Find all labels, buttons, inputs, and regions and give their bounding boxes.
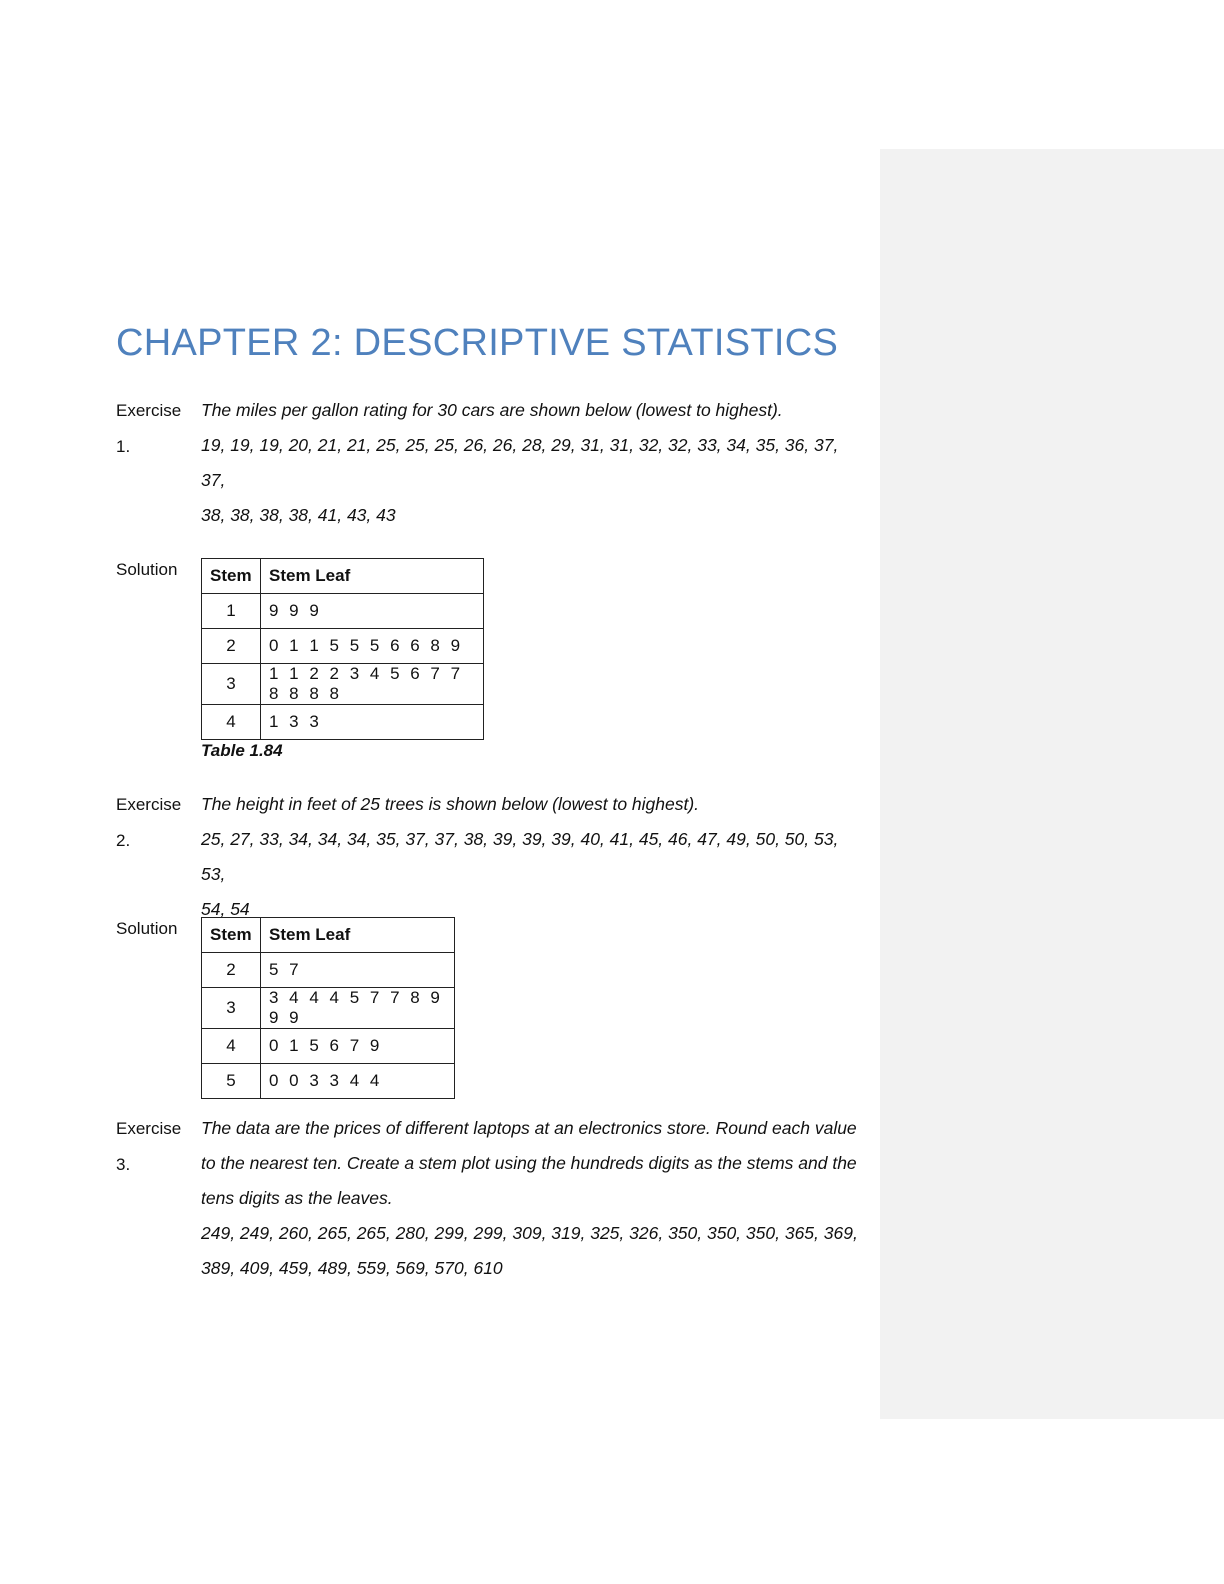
- leaf-cell: 0 1 1 5 5 5 6 6 8 9: [261, 629, 484, 664]
- chapter-title: CHAPTER 2: DESCRIPTIVE STATISTICS: [116, 322, 839, 364]
- table-row: [202, 1029, 455, 1064]
- exercise-1-data-line-1: 19, 19, 19, 20, 21, 21, 25, 25, 25, 26, 26, 28, 29, 31, 31, 32, 32, 33, 34, 35, 36, 37, 37,: [201, 435, 839, 490]
- exercise-3-data-line-1: 249, 249, 260, 265, 265, 280, 299, 299, 309, 319, 325, 326, 350, 350, 350, 365, 369,: [201, 1223, 858, 1243]
- leaf-header: Stem Leaf: [261, 559, 484, 594]
- leaf-cell: 0 0 3 3 4 4: [261, 1064, 455, 1099]
- leaf-cell: 3 4 4 4 5 7 7 8 9 9 9: [261, 988, 455, 1029]
- table-header-row: [202, 918, 455, 953]
- stem-leaf-table-2: [201, 917, 455, 1099]
- stem-header: Stem: [202, 918, 261, 953]
- exercise-2-prompt: The height in feet of 25 trees is shown below (lowest to highest).: [201, 794, 700, 814]
- exercise-2-label: Exercise: [116, 795, 182, 814]
- table-row: [202, 953, 455, 988]
- table-row: [202, 629, 484, 664]
- stem-cell: 3: [202, 988, 261, 1029]
- comment-margin: [880, 149, 1224, 1419]
- stem-cell: 1: [202, 594, 261, 629]
- exercise-3-prompt-line-1: The data are the prices of different laptops at an electronics store. Round each value: [201, 1118, 857, 1138]
- table-row: [202, 705, 484, 740]
- exercise-1-text: [201, 393, 866, 533]
- table-row: [202, 1064, 455, 1099]
- exercise-3-number: 3.: [116, 1155, 131, 1174]
- exercise-2-data-line-1: 25, 27, 33, 34, 34, 34, 35, 37, 37, 38, 39, 39, 39, 40, 41, 45, 46, 47, 49, 50, 50, 53, 53,: [201, 829, 839, 884]
- exercise-3-prompt-line-2: to the nearest ten. Create a stem plot using the hundreds digits as the stems and the: [201, 1153, 857, 1173]
- exercise-3-label: Exercise: [116, 1119, 182, 1138]
- solution-2-label: Solution: [116, 919, 178, 938]
- table-caption: Table 1.84: [201, 741, 283, 760]
- stem-cell: 4: [202, 1029, 261, 1064]
- exercise-1-data-line-2: 38, 38, 38, 38, 41, 43, 43: [201, 505, 396, 525]
- leaf-cell: 9 9 9: [261, 594, 484, 629]
- table-row: [202, 988, 455, 1029]
- exercise-3-text: [201, 1111, 866, 1286]
- exercise-3-data-line-2: 389, 409, 459, 489, 559, 569, 570, 610: [201, 1258, 503, 1278]
- leaf-cell: 1 3 3: [261, 705, 484, 740]
- stem-cell: 3: [202, 664, 261, 705]
- solution-1-label: Solution: [116, 560, 178, 579]
- exercise-1-number: 1.: [116, 437, 131, 456]
- leaf-cell: 1 1 2 2 3 4 5 6 7 7 8 8 8 8: [261, 664, 484, 705]
- exercise-2-text: [201, 787, 866, 927]
- leaf-cell: 5 7: [261, 953, 455, 988]
- exercise-1-label: Exercise: [116, 401, 182, 420]
- table-row: [202, 664, 484, 705]
- leaf-cell: 0 1 5 6 7 9: [261, 1029, 455, 1064]
- stem-leaf-table-1: [201, 558, 484, 740]
- exercise-2-number: 2.: [116, 831, 131, 850]
- table-row: [202, 594, 484, 629]
- leaf-header: Stem Leaf: [261, 918, 455, 953]
- table-header-row: [202, 559, 484, 594]
- stem-cell: 2: [202, 629, 261, 664]
- exercise-2-data-line-2: 54, 54: [201, 899, 250, 919]
- exercise-1-prompt: The miles per gallon rating for 30 cars are shown below (lowest to highest).: [201, 400, 783, 420]
- stem-header: Stem: [202, 559, 261, 594]
- stem-cell: 5: [202, 1064, 261, 1099]
- stem-cell: 4: [202, 705, 261, 740]
- stem-cell: 2: [202, 953, 261, 988]
- exercise-3-prompt-line-3: tens digits as the leaves.: [201, 1188, 393, 1208]
